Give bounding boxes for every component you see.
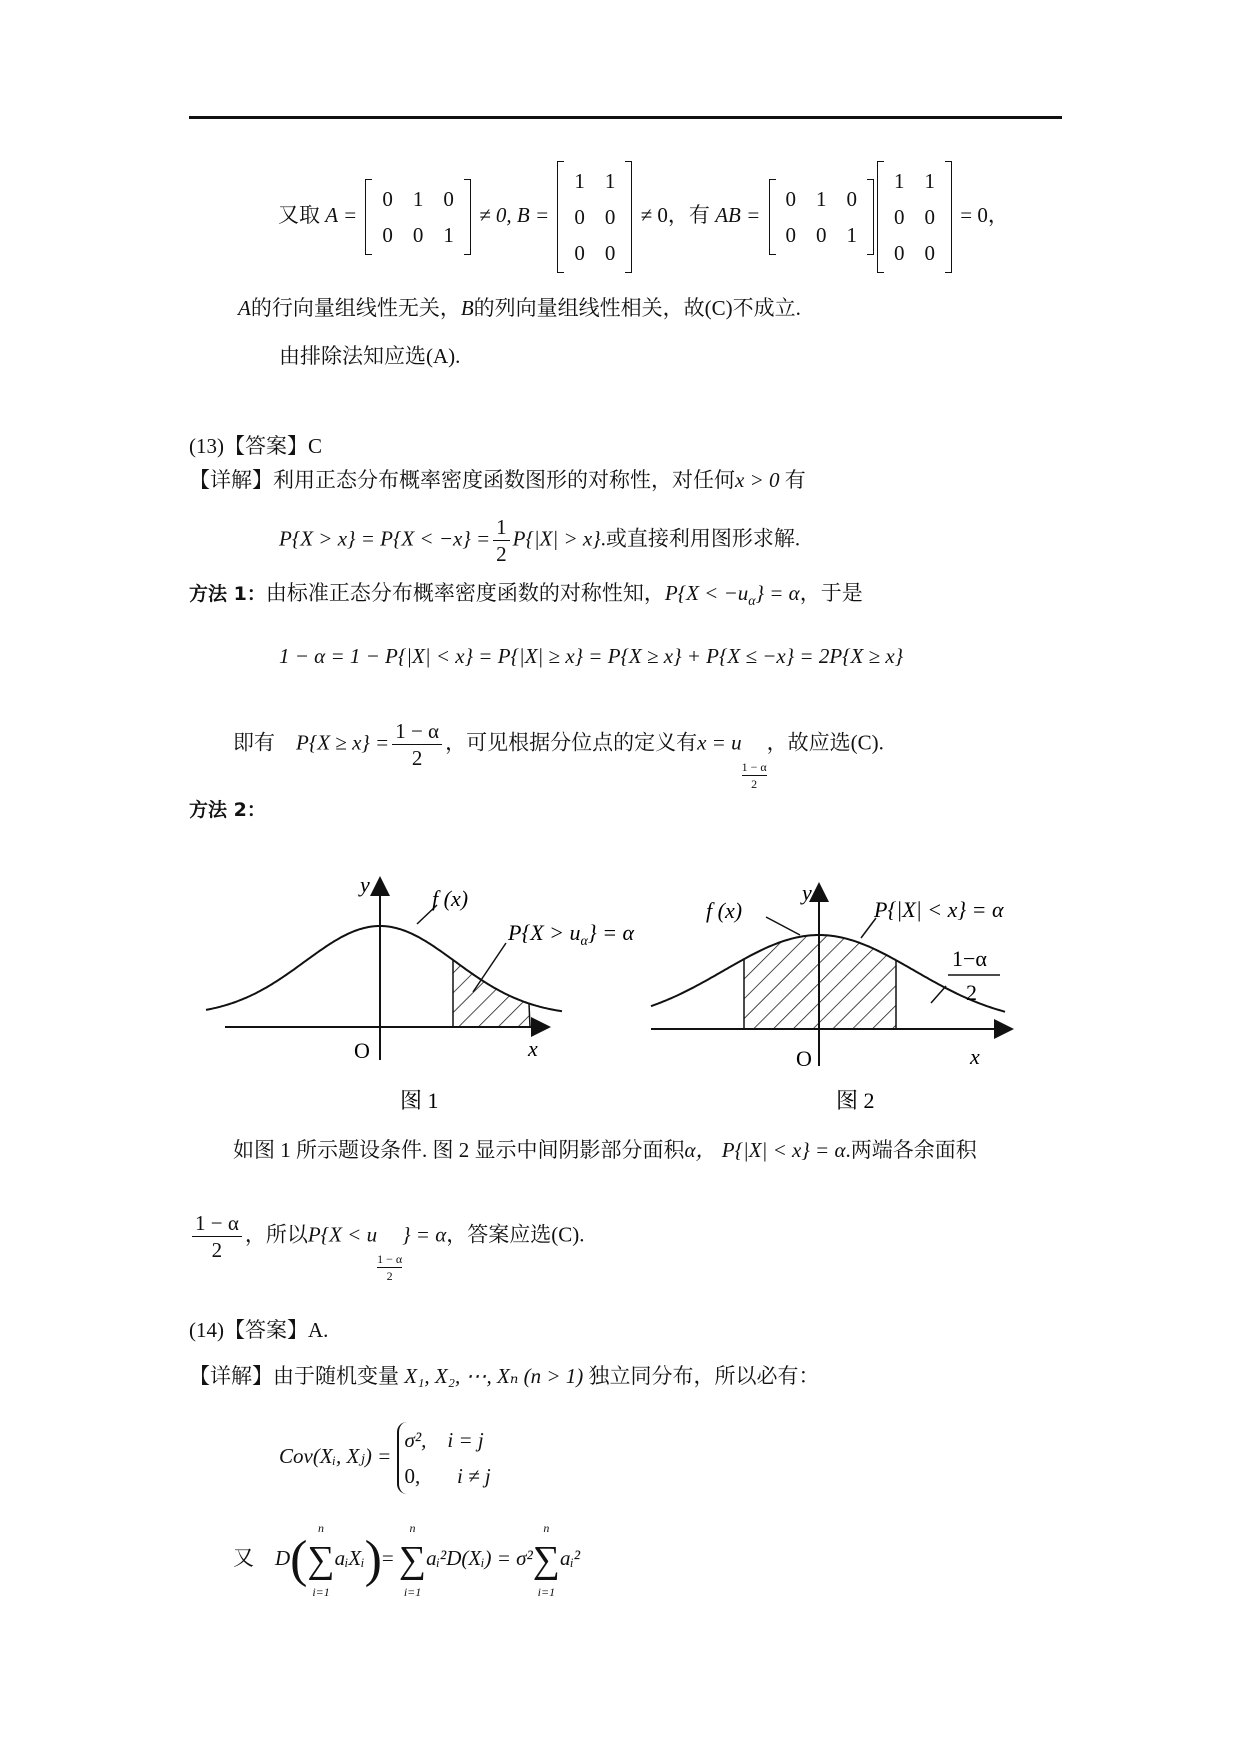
figure-2 xyxy=(651,880,1010,1113)
x-label: x xyxy=(528,1036,538,1061)
text: ≠ 0，有 xyxy=(640,203,710,227)
method-2-label: 方法 2： xyxy=(189,799,266,821)
matrix-b-copy: 1 1 0 0 0 0 xyxy=(877,161,952,273)
paragraph: A的行向量组线性无关，B的列向量组线性相关，故(C)不成立. xyxy=(238,296,801,320)
paragraph: $\frac{1 - \alpha}{2}$ ，所以P{X < u $\frac{1 - \alpha}{2}$ } = α，答案应选(C). xyxy=(189,1210,585,1284)
x-label: x xyxy=(970,1044,980,1069)
y-label: y xyxy=(360,872,370,897)
equation: P{X > x} = P{X < −x} = $\frac{1}{2}$ P{|X| > x}.或直接利用图形求解. xyxy=(279,515,801,566)
matrix-a: 0 1 0 0 0 1 xyxy=(365,179,471,255)
math: AB = xyxy=(715,203,761,227)
figure-caption: 图 1 xyxy=(400,1088,439,1113)
origin-label: O xyxy=(354,1038,370,1063)
paragraph: 由排除法知应选(A). xyxy=(279,344,461,368)
variance-equation: 又 D( n ∑ i=1 aᵢXᵢ)= n ∑ i=1 aᵢ²D(Xᵢ) = σ² n ∑ i=1 aᵢ² xyxy=(233,1521,581,1599)
matrix-a-copy: 0 1 0 0 0 1 xyxy=(769,179,875,255)
prob-label: $P\{X > u_\alpha\} = \alpha$ xyxy=(508,920,635,949)
equation: 即有 P{X ≥ x} = $\frac{1 - \alpha}{2}$ ，可见根据分位点的定义有x = u $\frac{1 - \alpha}{2}$ ，故应选(C). xyxy=(233,719,884,792)
answer-14: (14)【答案】A. xyxy=(189,1318,329,1342)
fraction-numerator: 1−α xyxy=(952,946,987,971)
paragraph: 如图 1 所示题设条件. 图 2 显示中间阴影部分面积α， P{|X| < x} = α.两端各余面积 xyxy=(233,1138,977,1162)
detail-13: 【详解】利用正态分布概率密度函数图形的对称性，对任何x > 0 有 xyxy=(189,468,806,492)
prob-label: P{|X| < x} = α xyxy=(874,897,1004,922)
math: ≠ 0, B = xyxy=(479,203,550,227)
shaded-tail-area xyxy=(453,960,530,1027)
fx-label: f (x) xyxy=(706,898,743,923)
figure-1 xyxy=(206,872,635,1113)
covariance-equation: Cov(Xᵢ, Xⱼ) = σ², i = j 0, i ≠ j xyxy=(279,1422,491,1494)
detail-14: 【详解】由于随机变量 X₁, X₂, ⋯, Xₙ (n > 1) 独立同分布，所以必有： xyxy=(189,1364,820,1388)
y-label: y xyxy=(802,880,812,905)
method-1: 方法 1：由标准正态分布概率密度函数的对称性知，$P\{X < -u_\alpha\} = \alpha$，于是 xyxy=(189,581,863,610)
math: A = xyxy=(325,203,358,227)
text: 又取 xyxy=(278,203,320,227)
origin-label: O xyxy=(796,1046,812,1071)
text: = 0， xyxy=(960,203,1009,227)
fx-label: f (x) xyxy=(432,886,469,911)
answer-13: (13)【答案】C xyxy=(189,434,322,458)
matrix-b: 1 1 0 0 0 0 xyxy=(557,161,632,273)
leader-line xyxy=(931,986,946,1003)
fraction-denominator: 2 xyxy=(966,980,977,1005)
figure-caption: 图 2 xyxy=(836,1088,875,1113)
leader-line xyxy=(766,917,800,935)
equation-chain: 1 − α = 1 − P{|X| < x} = P{|X| ≥ x} = P{X ≥ x} + P{X ≤ −x} = 2P{X ≥ x} xyxy=(279,644,904,668)
